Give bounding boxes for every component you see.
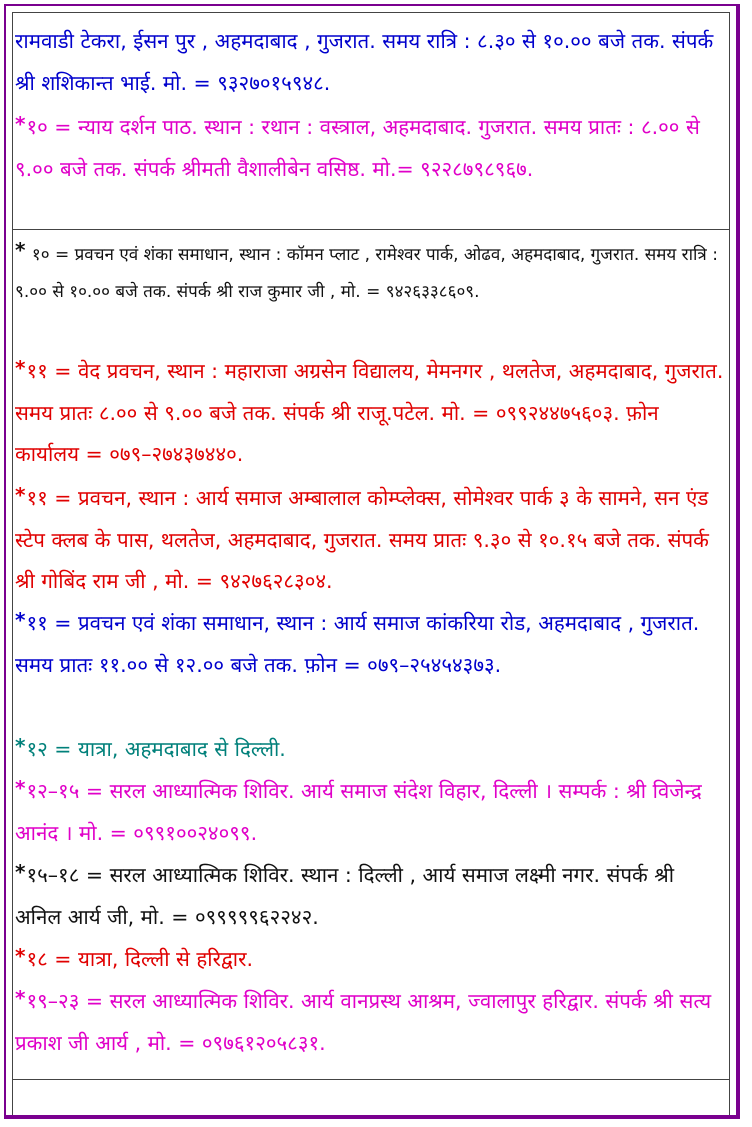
entry-text: १० = प्रवचन एवं शंका समाधान, स्थान : कॉमन प्लाट , रामेश्वर पार्क, ओढव, अहमदाबाद, गुजरात. समय रात्रि : ९.०० से १०.०० बजे तक. संपर्क श्री राज कुमार जी , मो. = ९४२६३३८६०९. <box>15 245 718 302</box>
list-item <box>15 936 725 981</box>
list-item <box>15 768 725 854</box>
entry-text: १२ = यात्रा, अहमदाबाद से दिल्ली. <box>26 737 286 761</box>
schedule-block-2 <box>13 229 729 1080</box>
star-icon: * <box>15 944 26 968</box>
entry-text: १० = न्याय दर्शन पाठ. स्थान : रथान : वस्त्राल, अहमदाबाद. गुजरात. समय प्रातः : ८.०० से ९.०० बजे तक. संपर्क श्रीमती वैशालीबेन वसिष्ठ. मो.= ९२२८७९८९६७. <box>15 115 700 181</box>
star-icon: * <box>15 238 26 262</box>
entry-text: १५–१८ = सरल आध्यात्मिक शिविर. स्थान : दिल्ली , आर्य समाज लक्ष्मी नगर. संपर्क श्री अनिल आर्य जी, मो. = ०९९९९९६२२४२. <box>15 863 675 929</box>
list-item <box>15 232 725 311</box>
star-icon: * <box>15 734 26 758</box>
star-icon: * <box>15 483 26 507</box>
list-item <box>15 852 725 938</box>
entry-text: रामवाडी टेकरा, ईसन पुर , अहमदाबाद , गुजरात. समय रात्रि : ८.३० से १०.०० बजे तक. संपर्क श्री शशिकान्त भाई. मो. = ९३२७०१५९४८. <box>15 29 714 95</box>
list-item <box>15 21 725 104</box>
content-area <box>12 12 730 1115</box>
list-item <box>15 726 725 771</box>
list-item <box>15 348 725 476</box>
entry-text: १८ = यात्रा, दिल्ली से हरिद्वार. <box>26 947 253 971</box>
star-icon: * <box>15 112 26 136</box>
list-item <box>15 978 725 1064</box>
list-item <box>15 475 725 603</box>
entry-text: ११ = प्रवचन, स्थान : आर्य समाज अम्बालाल कोम्प्लेक्स, सोमेश्वर पार्क ३ के सामने, सन एंड स्टेप क्लब के पास, थलतेज, अहमदाबाद, गुजरात. समय प्रातः ९.३० से १०.१५ बजे तक. संपर्क श्री गोबिंद राम जी , मो. = ९४२७६२८३०४. <box>15 486 709 593</box>
star-icon: * <box>15 608 26 632</box>
star-icon: * <box>15 860 26 884</box>
entry-text: १९–२३ = सरल आध्यात्मिक शिविर. आर्य वानप्रस्थ आश्रम, ज्वालापुर हरिद्वार. संपर्क श्री सत्य प्रकाश जी आर्य , मो. = ०९७६१२०५८३१. <box>15 989 712 1055</box>
star-icon: * <box>15 986 26 1010</box>
list-item <box>15 600 725 686</box>
entry-text: ११ = वेद प्रवचन, स्थान : महाराजा अग्रसेन विद्यालय, मेमनगर , थलतेज, अहमदाबाद, गुजरात. समय प्रातः ८.०० से ९.०० बजे तक. संपर्क श्री राजू.पटेल. मो. = ०९९२४४७५६०३. फ़ोन कार्यालय = ०७९–२७४३७४४०. <box>15 359 724 466</box>
page-frame <box>4 4 740 1119</box>
entry-text: १२–१५ = सरल आध्यात्मिक शिविर. आर्य समाज संदेश विहार, दिल्ली । सम्पर्क : श्री विजेन्द्र आनंद । मो. = ०९९१००२४०९९. <box>15 779 702 845</box>
star-icon: * <box>15 356 26 380</box>
schedule-block-1 <box>13 12 729 230</box>
empty-block <box>13 1079 729 1120</box>
list-item <box>15 104 725 190</box>
entry-text: ११ = प्रवचन एवं शंका समाधान, स्थान : आर्य समाज कांकरिया रोड, अहमदाबाद , गुजरात. समय प्रातः ११.०० से १२.०० बजे तक. फ़ोन = ०७९–२५४५४३७३. <box>15 611 700 677</box>
star-icon: * <box>15 776 26 800</box>
